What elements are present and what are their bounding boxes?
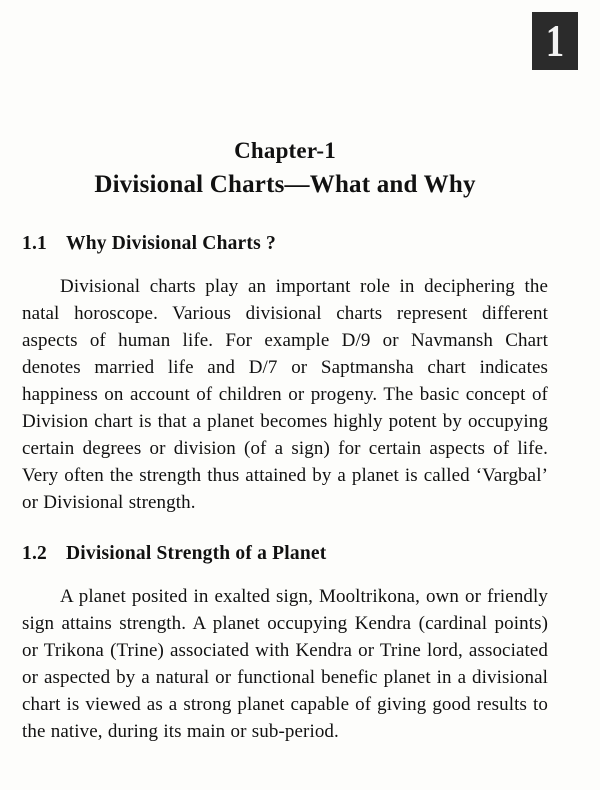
- section-1-1: [22, 233, 548, 517]
- section-1-2: [22, 543, 548, 746]
- section-1-2-paragraph: A planet posited in exalted sign, Mooltrikona, own or friendly sign attains strength. A planet occupying Kendra (cardinal points) or Trikona (Trine) associated with Kendra or Trine lord, associated or aspected by a natural or functional benefic planet in a divisional chart is viewed as a strong planet capable of giving good results to the native, during its main or sub-period.: [22, 585, 548, 742]
- chapter-label: Chapter-1: [234, 138, 336, 163]
- section-1-1-heading: [22, 233, 548, 255]
- section-1-1-paragraph: Divisional charts play an important role in deciphering the natal horoscope. Various divisional charts represent different aspects of human life. For example D/9 or Navmansh Chart denotes married life and D/7 or Saptmansha chart indicates happiness on account of children or progeny. The basic concept of Division chart is that a planet becomes highly potent by occupying certain degrees or division (of a sign) for certain aspects of life. Very often the strength thus attained by a planet is called ‘Vargbal’ or Divisional strength.: [22, 276, 548, 513]
- section-1-1-number: 1.1: [22, 233, 47, 254]
- section-1-2-heading: [22, 543, 548, 565]
- section-1-2-number: 1.2: [22, 542, 47, 564]
- page-title: Divisional Charts—What and Why: [94, 171, 476, 198]
- chapter-number-text: 1: [545, 15, 565, 66]
- section-1-2-title: Divisional Strength of a Planet: [66, 542, 327, 564]
- section-1-1-title: Why Divisional Charts ?: [66, 233, 276, 254]
